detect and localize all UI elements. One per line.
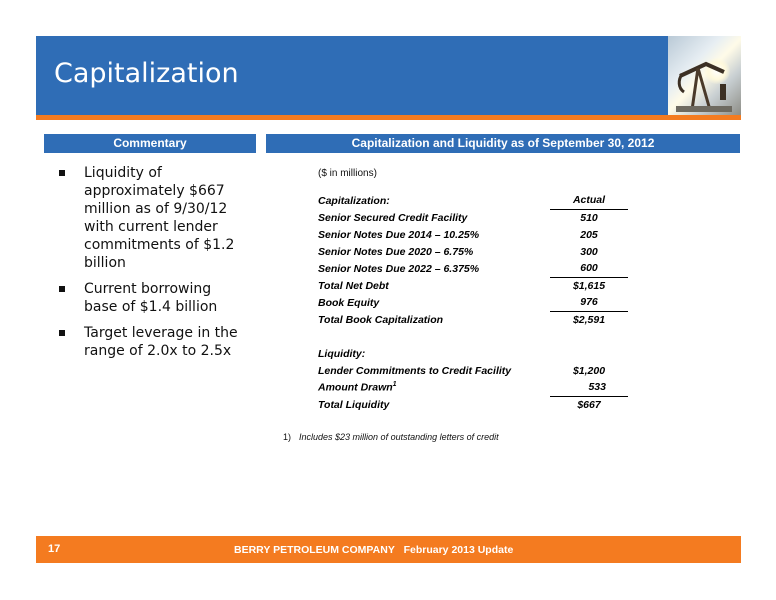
oil-pump-jack-photo	[668, 36, 741, 115]
commentary-text: Current borrowing base of $1.4 billion	[84, 281, 218, 315]
table-row	[318, 362, 628, 379]
row-label: Senior Notes Due 2014 – 10.25%	[318, 228, 480, 241]
table-row	[318, 209, 628, 226]
table-header-row	[318, 192, 628, 209]
company-name: BERRY PETROLEUM COMPANY	[234, 544, 395, 556]
commentary-list	[56, 164, 246, 368]
footer-bar	[36, 536, 741, 563]
row-value: 976	[550, 294, 628, 311]
table-row	[318, 260, 628, 277]
capitalization-label: Capitalization:	[318, 194, 390, 207]
row-label-text: Amount Drawn	[318, 381, 393, 394]
table-row	[318, 294, 628, 311]
commentary-text: Liquidity of approximately $667 million as of 9/30/12 with current lender commitments of $1.2 billion	[84, 165, 235, 271]
commentary-text: Target leverage in the range of 2.0x to 2.5x	[84, 325, 238, 359]
table-row	[318, 243, 628, 260]
row-label: Lender Commitments to Credit Facility	[318, 364, 512, 377]
capitalization-table	[318, 192, 628, 413]
table-row	[318, 379, 628, 396]
actual-column-header: Actual	[550, 192, 628, 209]
table-row	[318, 396, 628, 413]
footnote-number: 1)	[283, 432, 292, 442]
row-value: $1,200	[572, 364, 606, 377]
commentary-item	[56, 164, 246, 272]
footnote-marker: 1	[392, 381, 397, 389]
commentary-header: Commentary	[44, 134, 256, 153]
row-value: 533	[550, 379, 628, 396]
page-title: Capitalization	[54, 58, 239, 89]
commentary-item	[56, 280, 246, 316]
page-number: 17	[48, 543, 61, 555]
table-row	[318, 345, 628, 362]
liquidity-label: Liquidity:	[318, 347, 366, 360]
row-value: 600	[550, 260, 628, 277]
table-row	[318, 277, 628, 294]
row-label: Book Equity	[318, 296, 380, 309]
orange-divider	[36, 115, 741, 120]
row-label: Total Net Debt	[318, 279, 389, 292]
commentary-item	[56, 324, 246, 360]
row-label: Senior Notes Due 2020 – 6.75%	[318, 245, 474, 258]
row-label: Senior Notes Due 2022 – 6.375%	[318, 262, 480, 275]
row-value: $2,591	[572, 313, 606, 326]
empty-cell	[550, 345, 628, 362]
footnote-text: Includes $23 million of outstanding letters of credit	[299, 432, 499, 442]
row-label	[318, 379, 550, 396]
row-label: Senior Secured Credit Facility	[318, 211, 468, 224]
footer-company	[234, 544, 513, 556]
units-note: ($ in millions)	[318, 168, 377, 179]
update-label: February 2013 Update	[403, 544, 514, 556]
capitalization-header: Capitalization and Liquidity as of September 30, 2012	[266, 134, 740, 153]
row-label: Total Liquidity	[318, 398, 390, 411]
row-value: 510	[580, 211, 598, 224]
bullet-square-icon	[59, 286, 65, 292]
row-value: 300	[580, 245, 598, 258]
title-bar	[36, 36, 668, 115]
row-value: 205	[580, 228, 598, 241]
row-value: $667	[577, 398, 601, 411]
spacer-row	[318, 328, 628, 345]
row-value: $1,615	[572, 279, 606, 292]
row-label: Total Book Capitalization	[318, 313, 444, 326]
pump-jack-icon	[676, 54, 732, 112]
bullet-square-icon	[59, 170, 65, 176]
footnote	[283, 432, 499, 442]
table-row	[318, 226, 628, 243]
bullet-square-icon	[59, 330, 65, 336]
table-row	[318, 311, 628, 328]
